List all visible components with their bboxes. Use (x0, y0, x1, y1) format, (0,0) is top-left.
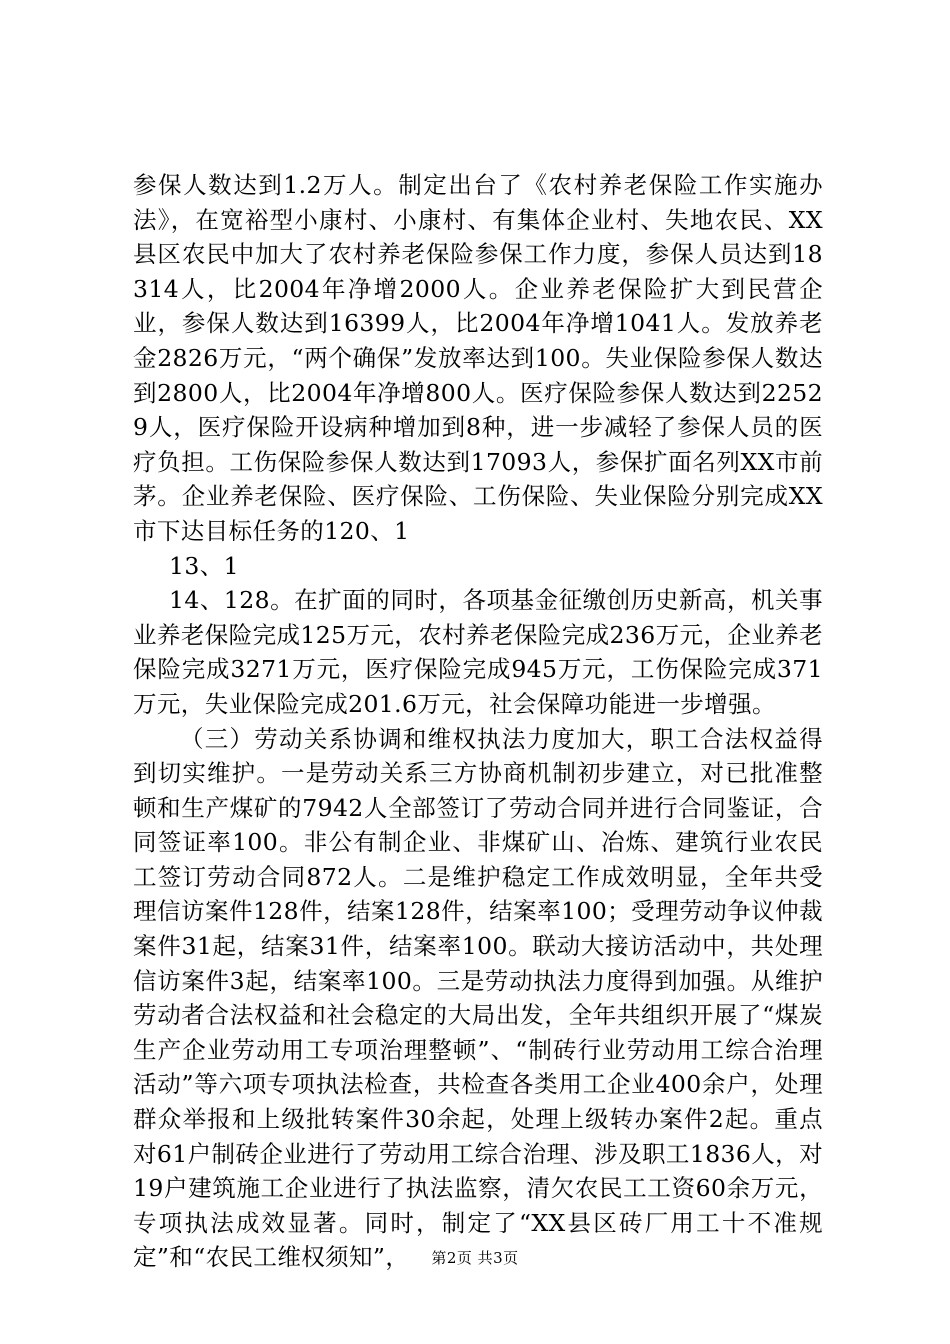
paragraph-labor-relations: （三）劳动关系协调和维权执法力度加大，职工合法权益得到切实维护。一是劳动关系三方协商机制初步建立，对已批准整顿和生产煤矿的7942人全部签订了劳动合同并进行合同鉴证，合同签证率100。非公有制企业、非煤矿山、冶炼、建筑行业农民工签订劳动合同872人。二是维护稳定工作成效明显，全年共受理信访案件128件，结案128件，结案率100；受理劳动争议仲裁案件31起，结案31件，结案率100。联动大接访活动中，共处理信访案件3起，结案率100。三是劳动执法力度得到加强。从维护劳动者合法权益和社会稳定的大局出发，全年共组织开展了“煤炭生产企业劳动用工专项治理整顿”、“制砖行业劳动用工综合治理活动”等六项专项执法检查，共检查各类用工企业400余户，处理群众举报和上级批转案件30余起，处理上级转办案件2起。重点对61户制砖企业进行了劳动用工综合治理、涉及职工1836人，对19户建筑施工企业进行了执法监察，清欠农民工工资60余万元，专项执法成效显著。同时，制定了“XX县区砖厂用工十不准规定”和“农民工维权须知”， (133, 724, 823, 1272)
document-body (133, 168, 823, 1275)
paragraph-fragment: 13、1 (169, 551, 239, 580)
page-footer: 第2页 共3页 (431, 1249, 519, 1267)
paragraph-fund-collection: 14、128。在扩面的同时，各项基金征缴创历史新高，机关事业养老保险完成125万元，农村养老保险完成236万元，企业养老保险完成3271万元，医疗保险完成945万元，工伤保险完成371万元，失业保险完成201.6万元，社会保障功能进一步增强。 (133, 586, 823, 718)
paragraph-insurance-coverage: 参保人数达到1.2万人。制定出台了《农村养老保险工作实施办法》，在宽裕型小康村、小康村、有集体企业村、失地农民、XX县区农民中加大了农村养老保险参保工作力度，参保人员达到18314人，比2004年净增2000人。企业养老保险扩大到民营企业，参保人数达到16399人，比2004年净增1041人。发放养老金2826万元，“两个确保”发放率达到100。失业保险参保人数达到2800人，比2004年净增800人。医疗保险参保人数达到22529人，医疗保险开设病种增加到8种，进一步减轻了参保人员的医疗负担。工伤保险参保人数达到17093人，参保扩面名列XX市前茅。企业养老保险、医疗保险、工伤保险、失业保险分别完成XX市下达目标任务的120、1 (133, 171, 823, 545)
